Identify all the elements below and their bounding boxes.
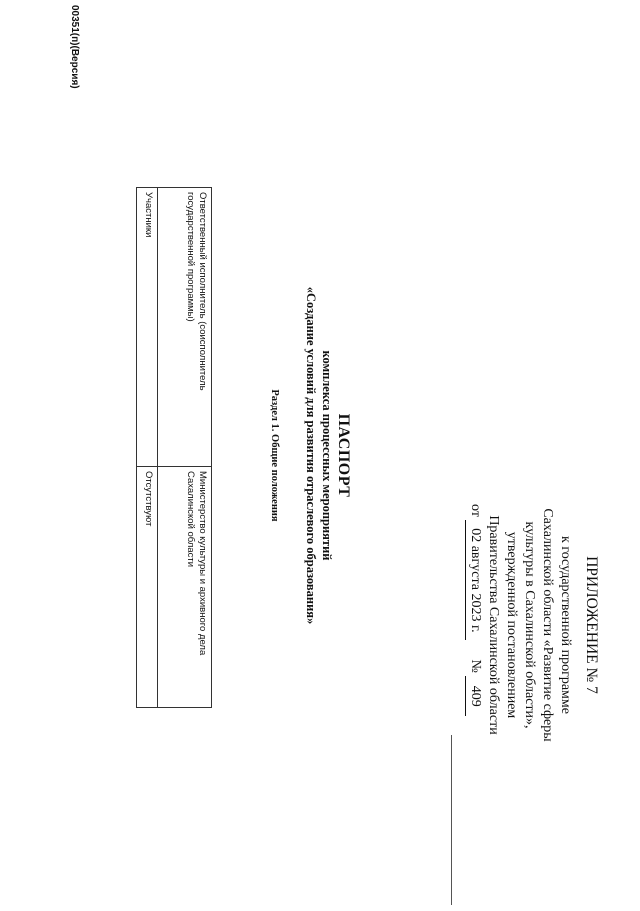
document-subtitle: комплекса процессных мероприятий: [320, 350, 334, 561]
appendix-line: к государственной программе: [558, 536, 573, 714]
table-cell-label: Участники: [137, 188, 158, 467]
appendix-number: ПРИЛОЖЕНИЕ № 7: [583, 556, 600, 694]
document-code: 00351(п)(Версия): [69, 5, 80, 89]
table-row: [158, 188, 212, 708]
date-prefix: от: [468, 504, 483, 517]
appendix-line: Сахалинской области «Развитие сферы: [540, 508, 555, 742]
general-provisions-table: [136, 187, 212, 708]
table-cell-label: Ответственный исполнитель (соисполнитель государственной программы): [158, 188, 212, 467]
appendix-line: культуры в Сахалинской области»,: [522, 521, 537, 729]
number-value: 409: [465, 676, 484, 716]
table-cell-value: Министерство культуры и архивного дела Сахалинской области: [158, 467, 212, 708]
number-label: №: [468, 659, 483, 673]
document-subtitle-name: «Создание условий для развития отраслевого образования»: [304, 286, 318, 625]
document-title: ПАСПОРТ: [335, 413, 352, 498]
table-cell-value: Отсутствуют: [137, 467, 158, 708]
date-value: 02 августа 2023 г.: [465, 520, 484, 640]
section-heading: Раздел 1. Общие положения: [269, 389, 280, 522]
table-row: [137, 188, 158, 708]
appendix-date-line: [465, 500, 484, 750]
appendix-line: утвержденной постановлением: [504, 531, 519, 719]
appendix-line: Правительства Сахалинской области: [486, 515, 501, 735]
appendix-block: [465, 500, 600, 750]
header-rule: [451, 735, 452, 905]
